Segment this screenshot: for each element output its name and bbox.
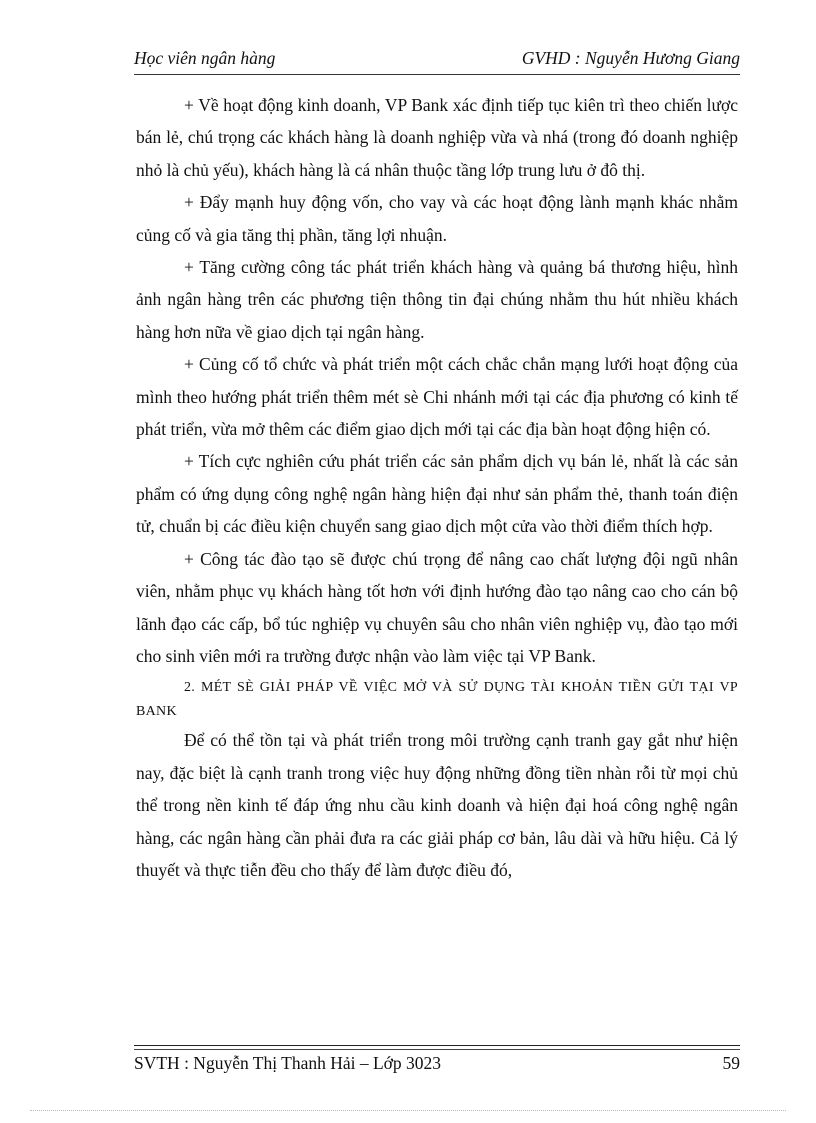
page-number: 59 bbox=[722, 1053, 740, 1073]
page-body bbox=[136, 89, 738, 886]
page-header bbox=[134, 48, 740, 72]
footer-rule-top bbox=[134, 1045, 740, 1046]
section-heading: 2. MÉT SÈ GIẢI PHÁP VỀ VIỆC MỞ VÀ SỬ DỤNG TÀI KHOẢN TIỀN GỬI TẠI VP BANK bbox=[136, 680, 738, 720]
header-supervisor: GVHD : Nguyễn Hương Giang bbox=[521, 48, 740, 68]
body-paragraph: Để có thể tồn tại và phát triển trong môi trường cạnh tranh gay gắt như hiện nay, đặc biệt là cạnh tranh trong việc huy động những đồng tiền nhàn rỗi từ mọi chủ thể trong nền kinh tế đáp ứng nhu cầu kinh doanh và hiện đại hoá công nghệ ngân hàng, các ngân hàng cần phải đưa ra các giải pháp cơ bản, lâu dài và hữu hiệu. Cả lý thuyết và thực tiễn đều cho thấy để làm được điều đó, bbox=[136, 730, 738, 880]
bullet-paragraph: + Tăng cường công tác phát triển khách hàng và quảng bá thương hiệu, hình ảnh ngân hàng trên các phương tiện thông tin đại chúng nhằm thu hút nhiều khách hàng hơn nữa về giao dịch tại ngân hàng. bbox=[136, 257, 738, 342]
bullet-paragraph: + Công tác đào tạo sẽ được chú trọng để nâng cao chất lượng đội ngũ nhân viên, nhằm phục vụ khách hàng tốt hơn với định hướng đào tạo nâng cao cho cán bộ lãnh đạo các cấp, bổ túc nghiệp vụ chuyên sâu cho nhân viên nghiệp vụ, đào tạo mới cho sinh viên mới ra trường được nhận vào làm việc tại VP Bank. bbox=[136, 548, 738, 666]
bullet-paragraph: + Tích cực nghiên cứu phát triển các sản phẩm dịch vụ bán lẻ, nhất là các sản phẩm có ứng dụng công nghệ ngân hàng hiện đại như sản phẩm thẻ, thanh toán điện tử, chuẩn bị các điều kiện chuyển sang giao dịch một cửa vào thời điểm thích hợp. bbox=[136, 451, 738, 537]
page-footer bbox=[134, 1053, 740, 1079]
bullet-paragraph: + Về hoạt động kinh doanh, VP Bank xác định tiếp tục kiên trì theo chiến lược bán lẻ, chú trọng các khách hàng là doanh nghiệp vừa và nhá (trong đó doanh nghiệp nhỏ là chủ yếu), khách hàng là cá nhân thuộc tầng lớp trung lưu ở đô thị. bbox=[136, 95, 738, 180]
bullet-paragraph: + Đẩy mạnh huy động vốn, cho vay và các hoạt động lành mạnh khác nhằm củng cố và gia tăng thị phần, tăng lợi nhuận. bbox=[136, 192, 738, 245]
footer-rule-bottom bbox=[134, 1049, 740, 1050]
bullet-paragraph: + Củng cố tổ chức và phát triển một cách chắc chắn mạng lưới hoạt động của mình theo hướng phát triển thêm mét sè Chi nhánh mới tại các địa phương có kinh tế phát triển, vừa mở thêm các điểm giao dịch mới tại các địa bàn hoạt động hiện có. bbox=[136, 354, 738, 440]
header-institution: Học viên ngân hàng bbox=[134, 48, 276, 68]
footer-author: SVTH : Nguyễn Thị Thanh Hải – Lớp 3023 bbox=[134, 1053, 442, 1073]
page-bottom-border bbox=[30, 1110, 786, 1111]
header-rule bbox=[134, 74, 740, 75]
